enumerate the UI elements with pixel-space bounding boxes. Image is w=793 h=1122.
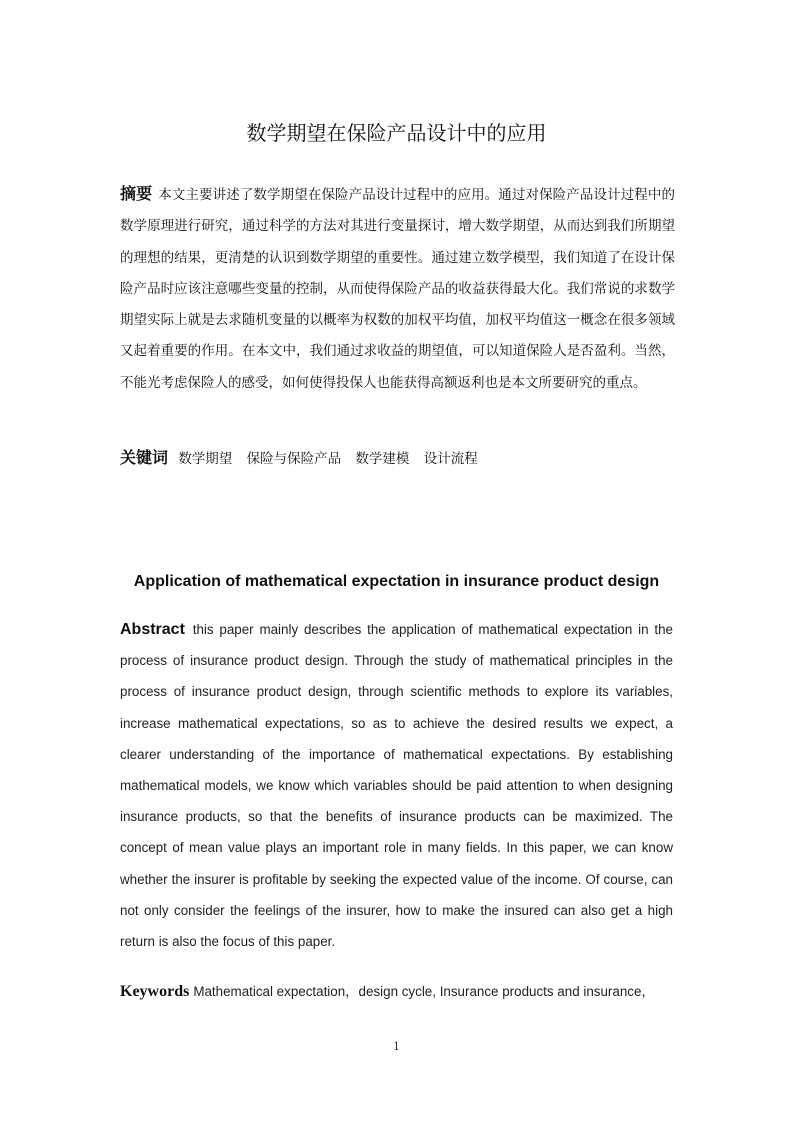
chinese-abstract xyxy=(120,178,675,399)
page-number: 1 xyxy=(393,1040,400,1053)
chinese-keywords-label: 关键词 xyxy=(120,448,169,467)
english-keywords-text: Mathematical expectation，design cycle, Insurance products and insurance， xyxy=(193,984,655,999)
english-keywords xyxy=(120,978,680,1006)
chinese-keywords xyxy=(120,444,675,473)
chinese-title: 数学期望在保险产品设计中的应用 xyxy=(246,121,547,145)
chinese-keyword: 保险与保险产品 xyxy=(246,451,342,467)
chinese-abstract-text: 本文主要讲述了数学期望在保险产品设计过程中的应用。通过对保险产品设计过程中的数学原理进行研究，通过科学的方法对其进行变量探讨，增大数学期望，从而达到我们所期望的理想的结果，更清楚的认识到数学期望的重要性。通过建立数学模型，我们知道了在设计保险产品时应该注意哪些变量的控制，从而使得保险产品的收益获得最大化。我们常说的求数学期望实际上就是去求随机变量的以概率为权数的加权平均值，加权平均值这一概念在很多领域又起着重要的作用。在本文中，我们通过求收益的期望值，可以知道保险人是否盈利。当然，不能光考虑保险人的感受，如何使得投保人也能获得高额返利也是本文所要研究的重点。 xyxy=(120,187,675,391)
english-abstract-text: this paper mainly describes the application of mathematical expectation in the process of insurance product design. Through the study of mathematical principles in the process of insurance product design, through scientific methods to explore its variables, increase mathematical expectations, so as to achieve the desired results we expect, a clearer understanding of the importance of mathematical expectations. By establishing mathematical models, we know which variables should be paid attention to when designing insurance products, so that the benefits of insurance products can be maximized. The concept of mean value plays an important role in many fields. In this paper, we can know whether the insurer is profitable by seeking the expected value of the income. Of course, can not only consider the feelings of the insurer, how to make the insured can also get a high return is also the focus of this paper. xyxy=(120,622,673,950)
english-abstract-label: Abstract xyxy=(120,621,185,638)
english-keywords-label: Keywords xyxy=(120,983,190,1000)
chinese-keyword: 数学期望 xyxy=(178,451,233,467)
english-title: Application of mathematical expectation in insurance product design xyxy=(133,573,660,590)
chinese-keyword: 数学建模 xyxy=(355,451,410,467)
chinese-keyword: 设计流程 xyxy=(423,451,478,467)
chinese-abstract-label: 摘要 xyxy=(120,184,153,203)
english-abstract xyxy=(120,614,673,957)
